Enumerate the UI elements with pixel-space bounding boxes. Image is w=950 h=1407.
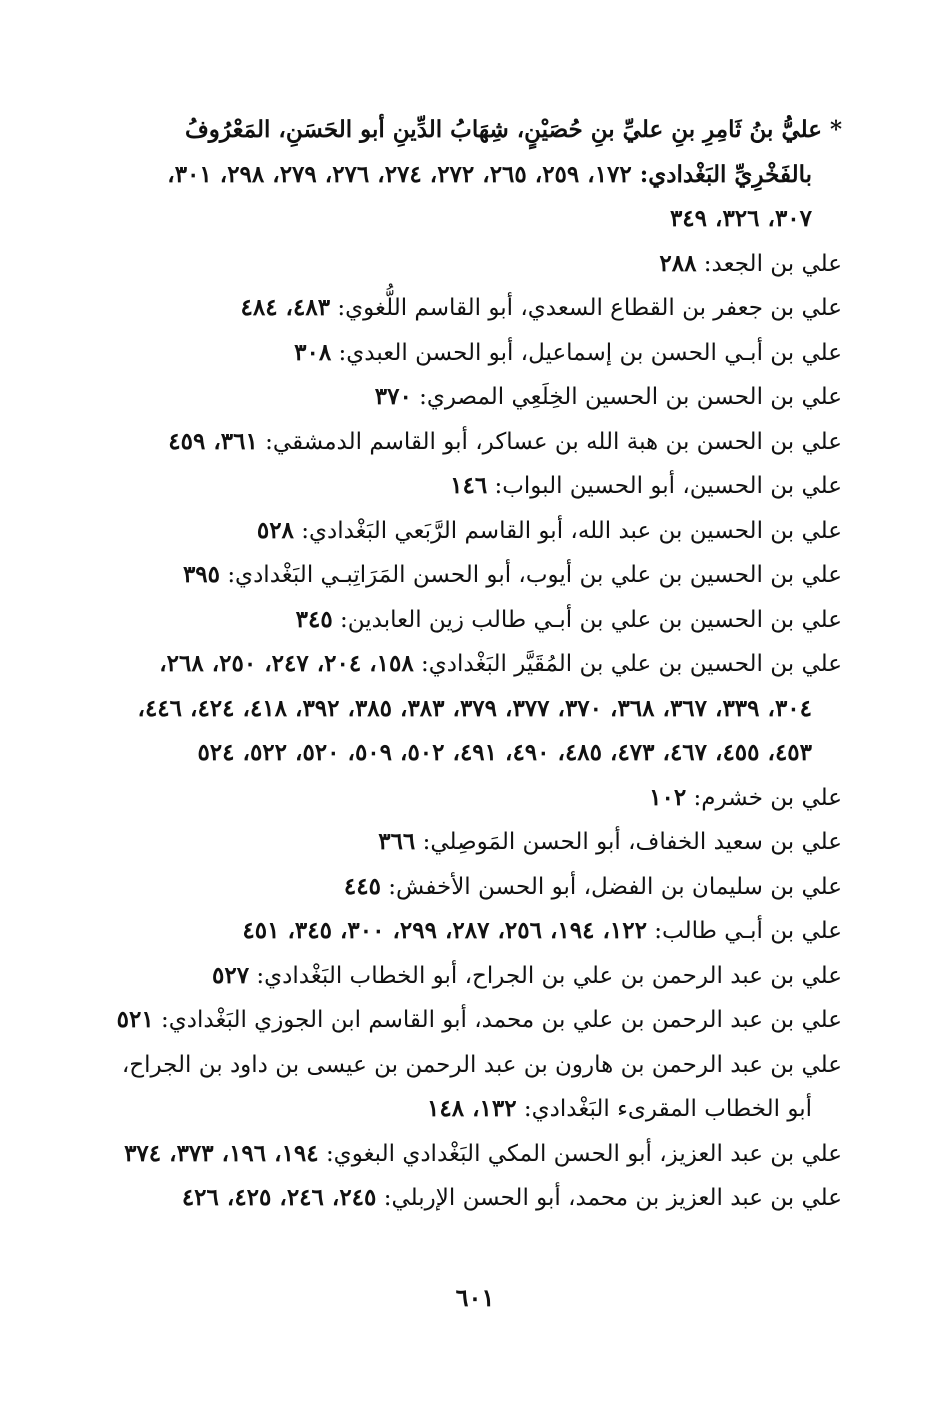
entry-name: علي بن أبـي طالب: xyxy=(654,918,842,944)
entry-name: علي بن الجعد: xyxy=(703,250,842,277)
index-entry xyxy=(116,820,842,865)
entry-pages: ٥٢١ xyxy=(116,1006,154,1033)
entry-name: علي بن الحسين، أبو الحسين البواب: xyxy=(494,473,842,499)
entry-name: * عليُّ بنُ ثَامِرِ بنِ عليِّ بنِ حُصَيْنٍ، شِهَابُ الدِّينِ أبو الحَسَنِ، المَعْرُوفُ بالفَخْرِيِّ البَغْدادي: xyxy=(184,116,842,188)
entry-pages: ٣٦٦ xyxy=(378,828,416,855)
entry-pages: ٣٩٥ xyxy=(182,561,220,588)
entry-name: علي بن خشرم: xyxy=(693,784,842,811)
entry-name: علي بن أبـي الحسن بن إسماعيل، أبو الحسن العبدي: xyxy=(338,339,842,366)
entry-pages: ٤٨٣، ٤٨٤ xyxy=(240,294,331,321)
entry-pages: ٣٠٨ xyxy=(294,338,332,366)
entry-pages: ١٧٢، ٢٥٩، ٢٦٥، ٢٧٢، ٢٧٤، ٢٧٦، ٢٧٩، ٢٩٨، ٣٠١، ٣٠٧، ٣٢٦، ٣٤٩ xyxy=(167,160,812,232)
index-entry xyxy=(116,1043,842,1132)
entry-name: علي بن الحسين بن عبد الله، أبو القاسم الرَّبَعي البَغْدادي: xyxy=(301,517,842,544)
entry-pages: ٣٧٠ xyxy=(374,383,412,410)
entry-pages: ٢٨٨ xyxy=(659,249,697,277)
index-entry xyxy=(116,420,842,465)
entry-pages: ٣٤٥ xyxy=(295,605,333,633)
index-entry xyxy=(116,242,842,287)
index-entry xyxy=(116,1132,842,1177)
index-entry xyxy=(116,865,842,910)
entry-name: علي بن عبد الرحمن بن هارون بن عبد الرحمن بن عيسى بن داود بن الجراح، أبو الخطاب المقرىء البَغْدادي: xyxy=(121,1051,842,1122)
entry-pages: ٥٢٨ xyxy=(256,516,294,544)
entry-pages: ١٠٢ xyxy=(649,783,687,811)
index-entry xyxy=(116,598,842,643)
page-number: ٦٠١ xyxy=(455,1283,495,1312)
entry-name: علي بن عبد الرحمن بن علي بن الجراح، أبو الخطاب البَغْدادي: xyxy=(256,962,842,989)
entry-name: علي بن سعيد الخفاف، أبو الحسن المَوصِلي: xyxy=(422,829,842,855)
entry-name: علي بن عبد الرحمن بن علي بن محمد، أبو القاسم ابن الجوزي البَغْدادي: xyxy=(160,1007,842,1033)
index-entry xyxy=(116,509,842,554)
entry-pages: ٣٦١، ٤٥٩ xyxy=(168,427,258,455)
entry-name: علي بن جعفر بن القطاع السعدي، أبو القاسم اللُّغوي: xyxy=(337,295,842,321)
index-entry xyxy=(116,776,842,821)
index-entry xyxy=(116,108,842,242)
entry-pages: ١٢٢، ١٩٤، ٢٥٦، ٢٨٧، ٢٩٩، ٣٠٠، ٣٤٥، ٤٥١ xyxy=(242,917,647,944)
index-entry xyxy=(116,954,842,999)
index-entry xyxy=(116,998,842,1043)
entry-name: علي بن عبد العزيز، أبو الحسن المكي البَغْدادي البغوي: xyxy=(325,1140,842,1167)
entry-name: علي بن الحسن بن الحسين الخِلَعِي المصري: xyxy=(419,384,842,410)
entry-pages: ٥٢٧ xyxy=(211,961,250,989)
entry-name: علي بن الحسين بن علي بن أبـي طالب زين العابدين: xyxy=(339,606,842,633)
index-entry xyxy=(116,553,842,598)
entry-name: علي بن الحسين بن علي بن أيوب، أبو الحسن المَرَاتِبـي البَغْدادي: xyxy=(227,562,842,588)
entry-pages: ١٤٦ xyxy=(450,472,488,499)
index-entry xyxy=(116,464,842,509)
index-entry xyxy=(116,331,842,376)
index-entry xyxy=(116,642,842,776)
entry-pages: ٢٤٥، ٢٤٦، ٤٢٥، ٤٢٦ xyxy=(181,1184,377,1211)
entry-name: علي بن سليمان بن الفضل، أبو الحسن الأخفش: xyxy=(388,873,842,900)
index-entry xyxy=(116,375,842,420)
entry-name: علي بن الحسين بن علي بن المُقَيَّر البَغْدادي: xyxy=(421,651,842,677)
entry-name: علي بن الحسن بن هبة الله بن عساكر، أبو القاسم الدمشقي: xyxy=(265,428,842,455)
index-entry xyxy=(116,909,842,954)
index-entry xyxy=(116,286,842,331)
entry-pages: ١٣٢، ١٤٨ xyxy=(427,1095,517,1122)
entry-pages: ٤٤٥ xyxy=(343,872,381,900)
entry-pages: ١٥٨، ٢٠٤، ٢٤٧، ٢٥٠، ٢٦٨، ٣٠٤، ٣٣٩، ٣٦٧، ٣٦٨، ٣٧٠، ٣٧٧، ٣٧٩، ٣٨٣، ٣٨٥، ٣٩٢، ٤١٨، ٤٢٤، ٤٤٦، ٤٥٣، ٤٥٥، ٤٦٧، ٤٧٣، ٤٨٥، ٤٩٠، ٤٩١، ٥٠٢، ٥٠٩، ٥٢٠، ٥٢٢، ٥٢٤ xyxy=(137,650,812,766)
index-entry xyxy=(116,1176,842,1221)
entry-pages: ١٩٤، ١٩٦، ٣٧٣، ٣٧٤ xyxy=(124,1139,319,1167)
entry-name: علي بن عبد العزيز بن محمد، أبو الحسن الإربلي: xyxy=(383,1185,842,1211)
index-entries xyxy=(116,108,842,1221)
